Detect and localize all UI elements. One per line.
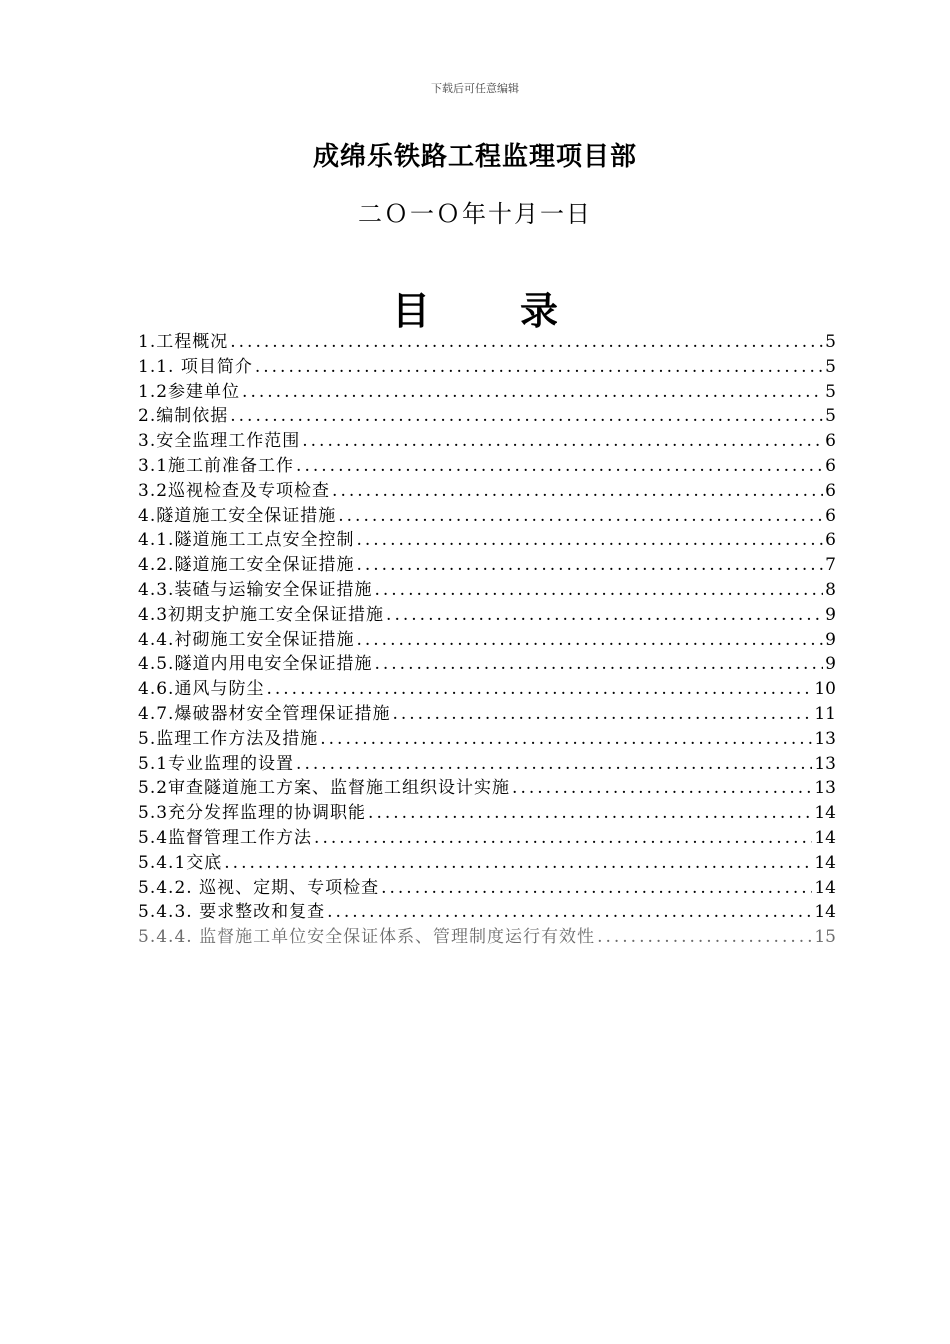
toc-entry-label: 3.1施工前准备工作	[138, 455, 295, 476]
toc-heading	[0, 280, 950, 335]
toc-entry-label: 3.安全监理工作范围	[138, 431, 301, 452]
document-date: 二Ｏ一Ｏ年十月一日	[358, 200, 592, 228]
organization-title: 成绵乐铁路工程监理项目部	[312, 142, 637, 172]
toc-entry-page: 9	[825, 654, 836, 675]
toc-entry-label: 5.2审查隧道施工方案、监督施工组织设计实施	[138, 778, 511, 799]
toc-leader-dots	[296, 454, 823, 479]
toc-leader-dots	[296, 752, 812, 777]
toc-entry-page: 14	[814, 803, 836, 824]
toc-entry-label: 1.工程概况	[138, 332, 229, 352]
toc-entry-page: 11	[814, 703, 836, 724]
toc-heading-left: 目	[391, 289, 430, 333]
toc-entry-label: 4.隧道施工安全保证措施	[138, 505, 337, 526]
toc-entry[interactable]	[138, 801, 836, 826]
toc-entry-page: 14	[814, 827, 836, 848]
toc-leader-dots	[338, 504, 823, 529]
toc-leader-dots	[327, 900, 812, 925]
toc-entry[interactable]	[138, 876, 836, 901]
toc-leader-dots	[374, 578, 823, 603]
toc-entry-page: 14	[814, 902, 836, 923]
toc-entry-label: 4.3.装碴与运输安全保证措施	[138, 579, 373, 600]
toc-entry[interactable]	[138, 429, 836, 454]
toc-entry-page: 5	[825, 356, 836, 377]
toc-entry-page: 13	[814, 753, 836, 774]
toc-entry-page: 9	[825, 629, 836, 650]
toc-entry[interactable]	[138, 404, 836, 429]
toc-entry-page: 8	[825, 579, 836, 600]
toc-entry[interactable]	[138, 652, 836, 677]
toc-entry-label: 4.3初期支护施工安全保证措施	[138, 604, 385, 625]
toc-entry[interactable]	[138, 826, 836, 851]
toc-entry-label: 5.4.4. 监督施工单位安全保证体系、管理制度运行有效性	[138, 927, 596, 948]
toc-entry-label: 5.4.2. 巡视、定期、专项检查	[138, 877, 380, 898]
toc-leader-dots	[302, 429, 823, 454]
toc-entry-label: 5.4监督管理工作方法	[138, 827, 313, 848]
toc-entry[interactable]	[138, 479, 836, 504]
toc-entry-label: 4.5.隧道内用电安全保证措施	[138, 654, 373, 675]
toc-leader-dots	[356, 528, 823, 553]
toc-entry[interactable]	[138, 380, 836, 405]
toc-entry-page: 6	[825, 480, 836, 501]
toc-entry[interactable]	[138, 504, 836, 529]
toc-entry[interactable]	[138, 578, 836, 603]
toc-leader-dots	[230, 330, 823, 355]
toc-entry-page: 15	[814, 927, 836, 948]
toc-entry-label: 4.7.爆破器材安全管理保证措施	[138, 703, 391, 724]
toc-leader-dots	[230, 404, 823, 429]
toc-leader-dots	[242, 380, 823, 405]
toc-leader-dots	[374, 652, 823, 677]
toc-entry-page: 14	[814, 877, 836, 898]
toc-entry[interactable]	[138, 553, 836, 578]
toc-entry-label: 4.1.隧道施工工点安全控制	[138, 530, 355, 551]
toc-entry-label: 5.1专业监理的设置	[138, 753, 295, 774]
toc-entry-page: 10	[814, 679, 836, 700]
toc-leader-dots	[386, 603, 823, 628]
toc-leader-dots	[356, 628, 823, 653]
toc-entry-label: 5.4.1交底	[138, 852, 223, 873]
toc-entry-label: 3.2巡视检查及专项检查	[138, 480, 331, 501]
toc-entry-page: 6	[825, 455, 836, 476]
toc-leader-dots	[381, 876, 812, 901]
toc-entry-page: 5	[825, 406, 836, 427]
toc-entry-page: 5	[825, 381, 836, 402]
toc-entry[interactable]	[138, 702, 836, 727]
toc-entry-label: 5.3充分发挥监理的协调职能	[138, 803, 367, 824]
watermark-text: 下载后可任意编辑	[431, 82, 519, 95]
toc-entry[interactable]	[138, 603, 836, 628]
toc-leader-dots	[320, 727, 812, 752]
toc-entry-label: 4.6.通风与防尘	[138, 679, 265, 700]
toc-entry-page: 5	[825, 332, 836, 352]
toc-entry[interactable]	[138, 454, 836, 479]
toc-heading-right: 录	[520, 289, 559, 333]
toc-entry[interactable]	[138, 330, 836, 355]
toc-entry-label: 4.4.衬砌施工安全保证措施	[138, 629, 355, 650]
toc-entry-label: 4.2.隧道施工安全保证措施	[138, 555, 355, 576]
toc-leader-dots	[255, 355, 823, 380]
toc-entry-page: 7	[825, 555, 836, 576]
toc-entry-label: 5.4.3. 要求整改和复查	[138, 902, 326, 923]
toc-entry[interactable]	[138, 628, 836, 653]
toc-entry-label: 5.监理工作方法及措施	[138, 728, 319, 749]
toc-entry-page: 6	[825, 431, 836, 452]
toc-entry-page: 6	[825, 505, 836, 526]
toc-entry-label: 2.编制依据	[138, 406, 229, 427]
toc-entry-page: 9	[825, 604, 836, 625]
toc-entry[interactable]	[138, 925, 836, 950]
toc-leader-dots	[512, 776, 812, 801]
toc-entry[interactable]	[138, 677, 836, 702]
toc-entry[interactable]	[138, 727, 836, 752]
toc-entry[interactable]	[138, 752, 836, 777]
toc-entry[interactable]	[138, 851, 836, 876]
toc-leader-dots	[332, 479, 823, 504]
toc-leader-dots	[266, 677, 812, 702]
toc-entry-page: 13	[814, 728, 836, 749]
toc-entry[interactable]	[138, 776, 836, 801]
toc-leader-dots	[224, 851, 812, 876]
toc-entry[interactable]	[138, 528, 836, 553]
toc-leader-dots	[597, 925, 812, 950]
table-of-contents	[138, 330, 836, 950]
toc-leader-dots	[356, 553, 823, 578]
toc-entry-label: 1.2参建单位	[138, 381, 241, 402]
toc-leader-dots	[314, 826, 812, 851]
toc-leader-dots	[368, 801, 812, 826]
toc-entry-page: 13	[814, 778, 836, 799]
toc-entry[interactable]	[138, 355, 836, 380]
toc-entry-page: 14	[814, 852, 836, 873]
toc-entry-page: 6	[825, 530, 836, 551]
toc-entry[interactable]	[138, 900, 836, 925]
toc-entry-label: 1.1. 项目简介	[138, 356, 253, 377]
toc-leader-dots	[392, 702, 812, 727]
